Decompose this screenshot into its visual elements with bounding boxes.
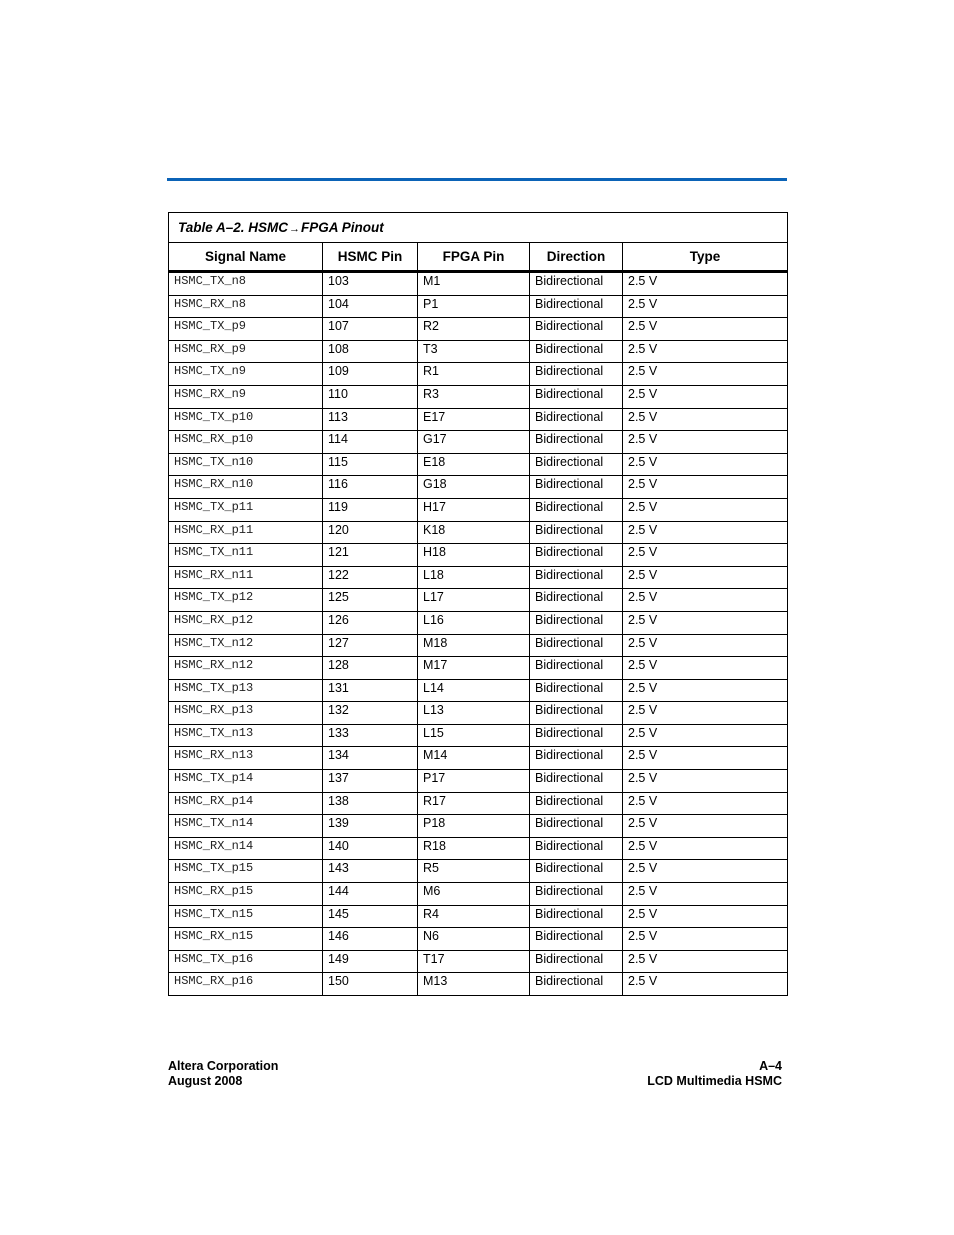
hsmc-pin-cell: 128 <box>323 657 418 680</box>
type-cell: 2.5 V <box>623 408 788 431</box>
table-row <box>169 657 788 680</box>
direction-cell: Bidirectional <box>530 702 623 725</box>
type-cell: 2.5 V <box>623 566 788 589</box>
direction-cell: Bidirectional <box>530 431 623 454</box>
signal-name-cell: HSMC_TX_p15 <box>169 860 323 883</box>
direction-cell: Bidirectional <box>530 928 623 951</box>
hsmc-pin-cell: 115 <box>323 453 418 476</box>
table-row <box>169 431 788 454</box>
direction-cell: Bidirectional <box>530 272 623 296</box>
direction-cell: Bidirectional <box>530 453 623 476</box>
type-cell: 2.5 V <box>623 272 788 296</box>
signal-name-cell: HSMC_RX_p9 <box>169 340 323 363</box>
table-row <box>169 724 788 747</box>
table-row <box>169 453 788 476</box>
type-cell: 2.5 V <box>623 657 788 680</box>
direction-cell: Bidirectional <box>530 657 623 680</box>
type-cell: 2.5 V <box>623 431 788 454</box>
signal-name-cell: HSMC_RX_n11 <box>169 566 323 589</box>
table-row <box>169 815 788 838</box>
fpga-pin-cell: L14 <box>418 679 530 702</box>
footer-page-number: A–4 <box>759 1059 782 1073</box>
hsmc-pin-cell: 120 <box>323 521 418 544</box>
hsmc-pin-cell: 114 <box>323 431 418 454</box>
hsmc-pin-cell: 116 <box>323 476 418 499</box>
hsmc-pin-cell: 144 <box>323 883 418 906</box>
signal-name-cell: HSMC_TX_n13 <box>169 724 323 747</box>
signal-name-cell: HSMC_TX_p12 <box>169 589 323 612</box>
header-signal-name: Signal Name <box>169 243 323 272</box>
hsmc-pin-cell: 122 <box>323 566 418 589</box>
type-cell: 2.5 V <box>623 792 788 815</box>
fpga-pin-cell: G17 <box>418 431 530 454</box>
type-cell: 2.5 V <box>623 318 788 341</box>
fpga-pin-cell: R3 <box>418 385 530 408</box>
signal-name-cell: HSMC_RX_p14 <box>169 792 323 815</box>
direction-cell: Bidirectional <box>530 295 623 318</box>
fpga-pin-cell: L15 <box>418 724 530 747</box>
signal-name-cell: HSMC_TX_n11 <box>169 544 323 567</box>
hsmc-pin-cell: 149 <box>323 950 418 973</box>
type-cell: 2.5 V <box>623 340 788 363</box>
pinout-table <box>168 212 788 996</box>
table-row <box>169 747 788 770</box>
table-row <box>169 589 788 612</box>
hsmc-pin-cell: 109 <box>323 363 418 386</box>
signal-name-cell: HSMC_RX_p10 <box>169 431 323 454</box>
signal-name-cell: HSMC_TX_p11 <box>169 498 323 521</box>
table-row <box>169 272 788 296</box>
type-cell: 2.5 V <box>623 679 788 702</box>
type-cell: 2.5 V <box>623 950 788 973</box>
signal-name-cell: HSMC_RX_p16 <box>169 973 323 996</box>
type-cell: 2.5 V <box>623 521 788 544</box>
table-row <box>169 498 788 521</box>
hsmc-pin-cell: 119 <box>323 498 418 521</box>
hsmc-pin-cell: 134 <box>323 747 418 770</box>
footer-doc-title: LCD Multimedia HSMC <box>647 1074 782 1088</box>
direction-cell: Bidirectional <box>530 408 623 431</box>
footer-date: August 2008 <box>168 1074 243 1088</box>
hsmc-pin-cell: 125 <box>323 589 418 612</box>
direction-cell: Bidirectional <box>530 679 623 702</box>
table-row <box>169 476 788 499</box>
table-row <box>169 860 788 883</box>
direction-cell: Bidirectional <box>530 498 623 521</box>
type-cell: 2.5 V <box>623 747 788 770</box>
fpga-pin-cell: P17 <box>418 770 530 793</box>
hsmc-pin-cell: 138 <box>323 792 418 815</box>
fpga-pin-cell: G18 <box>418 476 530 499</box>
footer-right <box>647 1059 782 1089</box>
fpga-pin-cell: K18 <box>418 521 530 544</box>
fpga-pin-cell: E17 <box>418 408 530 431</box>
type-cell: 2.5 V <box>623 928 788 951</box>
table-row <box>169 679 788 702</box>
hsmc-pin-cell: 137 <box>323 770 418 793</box>
hsmc-pin-cell: 132 <box>323 702 418 725</box>
header-direction: Direction <box>530 243 623 272</box>
fpga-pin-cell: M13 <box>418 973 530 996</box>
type-cell: 2.5 V <box>623 589 788 612</box>
table-row <box>169 385 788 408</box>
type-cell: 2.5 V <box>623 837 788 860</box>
direction-cell: Bidirectional <box>530 363 623 386</box>
signal-name-cell: HSMC_TX_n12 <box>169 634 323 657</box>
direction-cell: Bidirectional <box>530 521 623 544</box>
direction-cell: Bidirectional <box>530 318 623 341</box>
hsmc-pin-cell: 108 <box>323 340 418 363</box>
hsmc-pin-cell: 104 <box>323 295 418 318</box>
signal-name-cell: HSMC_TX_n8 <box>169 272 323 296</box>
fpga-pin-cell: P18 <box>418 815 530 838</box>
signal-name-cell: HSMC_RX_n9 <box>169 385 323 408</box>
caption-suffix: FPGA Pinout <box>301 220 384 235</box>
direction-cell: Bidirectional <box>530 792 623 815</box>
table-row <box>169 702 788 725</box>
type-cell: 2.5 V <box>623 973 788 996</box>
type-cell: 2.5 V <box>623 295 788 318</box>
signal-name-cell: HSMC_RX_p11 <box>169 521 323 544</box>
type-cell: 2.5 V <box>623 724 788 747</box>
fpga-pin-cell: L17 <box>418 589 530 612</box>
signal-name-cell: HSMC_TX_p9 <box>169 318 323 341</box>
direction-cell: Bidirectional <box>530 566 623 589</box>
type-cell: 2.5 V <box>623 476 788 499</box>
fpga-pin-cell: M1 <box>418 272 530 296</box>
direction-cell: Bidirectional <box>530 634 623 657</box>
header-type: Type <box>623 243 788 272</box>
hsmc-pin-cell: 133 <box>323 724 418 747</box>
type-cell: 2.5 V <box>623 770 788 793</box>
type-cell: 2.5 V <box>623 905 788 928</box>
fpga-pin-cell: E18 <box>418 453 530 476</box>
fpga-pin-cell: R18 <box>418 837 530 860</box>
table-row <box>169 770 788 793</box>
type-cell: 2.5 V <box>623 702 788 725</box>
type-cell: 2.5 V <box>623 363 788 386</box>
header-rule <box>167 178 787 181</box>
hsmc-pin-cell: 139 <box>323 815 418 838</box>
fpga-pin-cell: M18 <box>418 634 530 657</box>
signal-name-cell: HSMC_TX_n14 <box>169 815 323 838</box>
direction-cell: Bidirectional <box>530 611 623 634</box>
type-cell: 2.5 V <box>623 544 788 567</box>
fpga-pin-cell: R4 <box>418 905 530 928</box>
signal-name-cell: HSMC_RX_p15 <box>169 883 323 906</box>
table-row <box>169 792 788 815</box>
type-cell: 2.5 V <box>623 611 788 634</box>
direction-cell: Bidirectional <box>530 770 623 793</box>
fpga-pin-cell: L13 <box>418 702 530 725</box>
signal-name-cell: HSMC_RX_n12 <box>169 657 323 680</box>
signal-name-cell: HSMC_TX_p14 <box>169 770 323 793</box>
signal-name-cell: HSMC_TX_n15 <box>169 905 323 928</box>
fpga-pin-cell: L16 <box>418 611 530 634</box>
type-cell: 2.5 V <box>623 385 788 408</box>
footer-left <box>168 1059 278 1089</box>
direction-cell: Bidirectional <box>530 883 623 906</box>
direction-cell: Bidirectional <box>530 724 623 747</box>
fpga-pin-cell: T17 <box>418 950 530 973</box>
type-cell: 2.5 V <box>623 883 788 906</box>
fpga-pin-cell: R2 <box>418 318 530 341</box>
table-row <box>169 883 788 906</box>
table-row <box>169 611 788 634</box>
hsmc-pin-cell: 140 <box>323 837 418 860</box>
table-row <box>169 950 788 973</box>
table-row <box>169 905 788 928</box>
table-row <box>169 973 788 996</box>
hsmc-pin-cell: 150 <box>323 973 418 996</box>
table-row <box>169 544 788 567</box>
table-row <box>169 408 788 431</box>
hsmc-pin-cell: 131 <box>323 679 418 702</box>
table-body <box>169 272 788 996</box>
direction-cell: Bidirectional <box>530 905 623 928</box>
signal-name-cell: HSMC_RX_n10 <box>169 476 323 499</box>
direction-cell: Bidirectional <box>530 973 623 996</box>
signal-name-cell: HSMC_RX_n15 <box>169 928 323 951</box>
direction-cell: Bidirectional <box>530 815 623 838</box>
direction-cell: Bidirectional <box>530 385 623 408</box>
fpga-pin-cell: R1 <box>418 363 530 386</box>
caption-prefix: Table A–2. HSMC <box>178 220 289 235</box>
fpga-pin-cell: M6 <box>418 883 530 906</box>
signal-name-cell: HSMC_RX_n14 <box>169 837 323 860</box>
fpga-pin-cell: M14 <box>418 747 530 770</box>
direction-cell: Bidirectional <box>530 837 623 860</box>
hsmc-pin-cell: 145 <box>323 905 418 928</box>
hsmc-pin-cell: 146 <box>323 928 418 951</box>
table-row <box>169 566 788 589</box>
hsmc-pin-cell: 103 <box>323 272 418 296</box>
signal-name-cell: HSMC_RX_p13 <box>169 702 323 725</box>
table-header-row <box>169 243 788 272</box>
table-row <box>169 363 788 386</box>
signal-name-cell: HSMC_RX_n13 <box>169 747 323 770</box>
table-row <box>169 634 788 657</box>
table-row <box>169 521 788 544</box>
hsmc-pin-cell: 107 <box>323 318 418 341</box>
header-fpga-pin: FPGA Pin <box>418 243 530 272</box>
type-cell: 2.5 V <box>623 453 788 476</box>
fpga-pin-cell: N6 <box>418 928 530 951</box>
hsmc-pin-cell: 121 <box>323 544 418 567</box>
hsmc-pin-cell: 113 <box>323 408 418 431</box>
signal-name-cell: HSMC_TX_n9 <box>169 363 323 386</box>
table-row <box>169 837 788 860</box>
table-row <box>169 340 788 363</box>
type-cell: 2.5 V <box>623 815 788 838</box>
direction-cell: Bidirectional <box>530 747 623 770</box>
fpga-pin-cell: L18 <box>418 566 530 589</box>
signal-name-cell: HSMC_RX_n8 <box>169 295 323 318</box>
direction-cell: Bidirectional <box>530 340 623 363</box>
footer-company: Altera Corporation <box>168 1059 279 1073</box>
signal-name-cell: HSMC_RX_p12 <box>169 611 323 634</box>
fpga-pin-cell: M17 <box>418 657 530 680</box>
direction-cell: Bidirectional <box>530 589 623 612</box>
fpga-pin-cell: P1 <box>418 295 530 318</box>
header-hsmc-pin: HSMC Pin <box>323 243 418 272</box>
table-row <box>169 928 788 951</box>
table-row <box>169 318 788 341</box>
arrow-icon: → <box>289 223 301 235</box>
table-caption <box>169 213 788 243</box>
fpga-pin-cell: H18 <box>418 544 530 567</box>
fpga-pin-cell: R5 <box>418 860 530 883</box>
type-cell: 2.5 V <box>623 860 788 883</box>
signal-name-cell: HSMC_TX_p13 <box>169 679 323 702</box>
table-row <box>169 295 788 318</box>
hsmc-pin-cell: 127 <box>323 634 418 657</box>
direction-cell: Bidirectional <box>530 476 623 499</box>
signal-name-cell: HSMC_TX_p10 <box>169 408 323 431</box>
signal-name-cell: HSMC_TX_n10 <box>169 453 323 476</box>
fpga-pin-cell: T3 <box>418 340 530 363</box>
fpga-pin-cell: R17 <box>418 792 530 815</box>
hsmc-pin-cell: 126 <box>323 611 418 634</box>
hsmc-pin-cell: 143 <box>323 860 418 883</box>
type-cell: 2.5 V <box>623 634 788 657</box>
signal-name-cell: HSMC_TX_p16 <box>169 950 323 973</box>
hsmc-pin-cell: 110 <box>323 385 418 408</box>
direction-cell: Bidirectional <box>530 860 623 883</box>
type-cell: 2.5 V <box>623 498 788 521</box>
direction-cell: Bidirectional <box>530 950 623 973</box>
direction-cell: Bidirectional <box>530 544 623 567</box>
fpga-pin-cell: H17 <box>418 498 530 521</box>
